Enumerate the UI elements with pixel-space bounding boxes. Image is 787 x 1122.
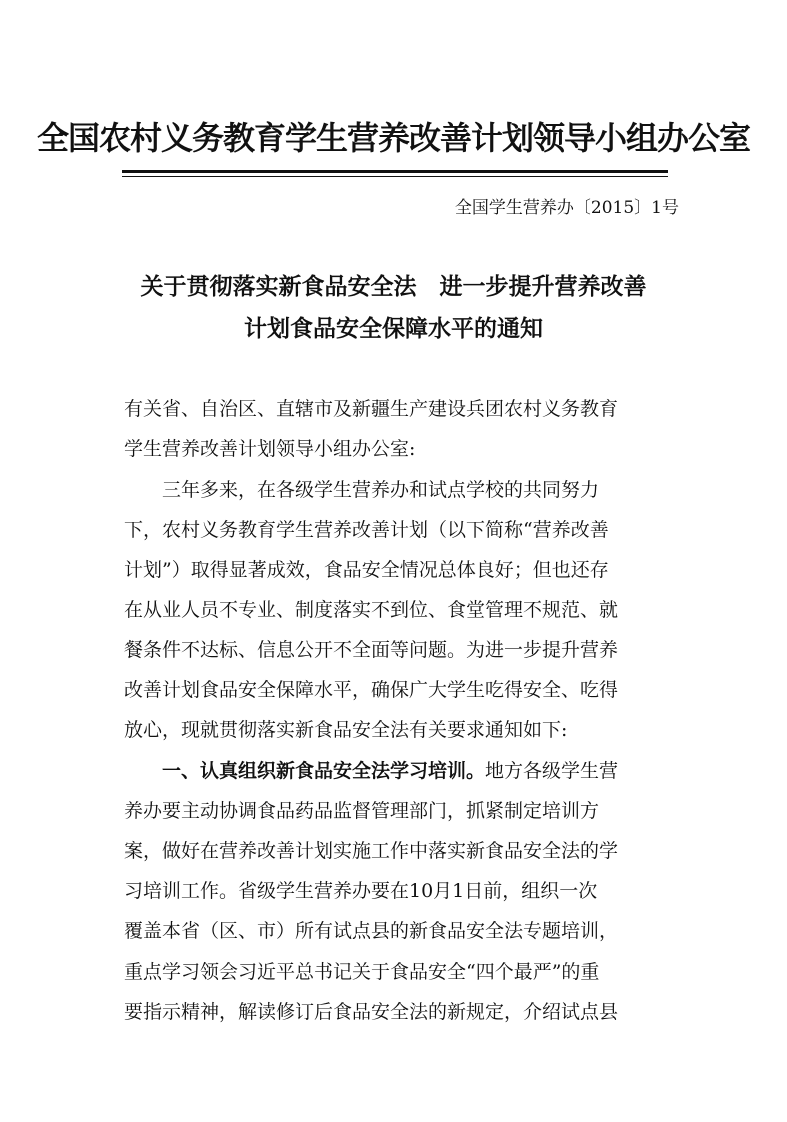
section-1-heading: 一、认真组织新食品安全法学习培训。 — [124, 760, 486, 782]
body-line: 养办要主动协调食品药品监督管理部门，抓紧制定培训方 — [124, 800, 600, 822]
body-line: 三年多来，在各级学生营养办和试点学校的共同努力 — [124, 479, 600, 501]
body-line: 改善计划食品安全保障水平，确保广大学生吃得安全、吃得 — [124, 679, 619, 701]
body-line: 在从业人员不专业、制度落实不到位、食堂管理不规范、就 — [124, 599, 619, 621]
body-line: 习培训工作。省级学生营养办要在10月1日前，组织一次 — [124, 880, 598, 902]
section-1-first-line — [124, 758, 618, 784]
body-line: 重点学习领会习近平总书记关于食品安全“四个最严”的重 — [124, 961, 600, 983]
body-line: 案，做好在营养改善计划实施工作中落实新食品安全法的学 — [124, 840, 619, 862]
document-number: 全国学生营养办〔2015〕1号 — [454, 198, 679, 218]
body-line: 计划”）取得显著成效，食品安全情况总体良好；但也还存 — [124, 559, 609, 581]
body-line: 餐条件不达标、信息公开不全面等问题。为进一步提升营养 — [124, 639, 619, 661]
body-line: 有关省、自治区、直辖市及新疆生产建设兵团农村义务教育 — [124, 398, 619, 420]
body-line: 学生营养改善计划领导小组办公室: — [124, 438, 416, 460]
body-line: 下，农村义务教育学生营养改善计划（以下简称“营养改善 — [124, 519, 609, 541]
section-1-text: 地方各级学生营 — [485, 760, 619, 782]
header-divider-thin — [122, 176, 668, 177]
body-line: 要指示精神，解读修订后食品安全法的新规定，介绍试点县 — [124, 1001, 619, 1023]
notice-title-line-2: 计划食品安全保障水平的通知 — [244, 316, 543, 342]
body-line: 放心，现就贯彻落实新食品安全法有关要求通知如下: — [124, 719, 568, 741]
issuing-office-header: 全国农村义务教育学生营养改善计划领导小组办公室 — [36, 119, 750, 157]
header-divider-thick — [122, 170, 668, 173]
body-line: 覆盖本省（区、市）所有试点县的新食品安全法专题培训， — [124, 920, 619, 942]
notice-title-line-1: 关于贯彻落实新食品安全法 进一步提升营养改善 — [140, 274, 647, 300]
